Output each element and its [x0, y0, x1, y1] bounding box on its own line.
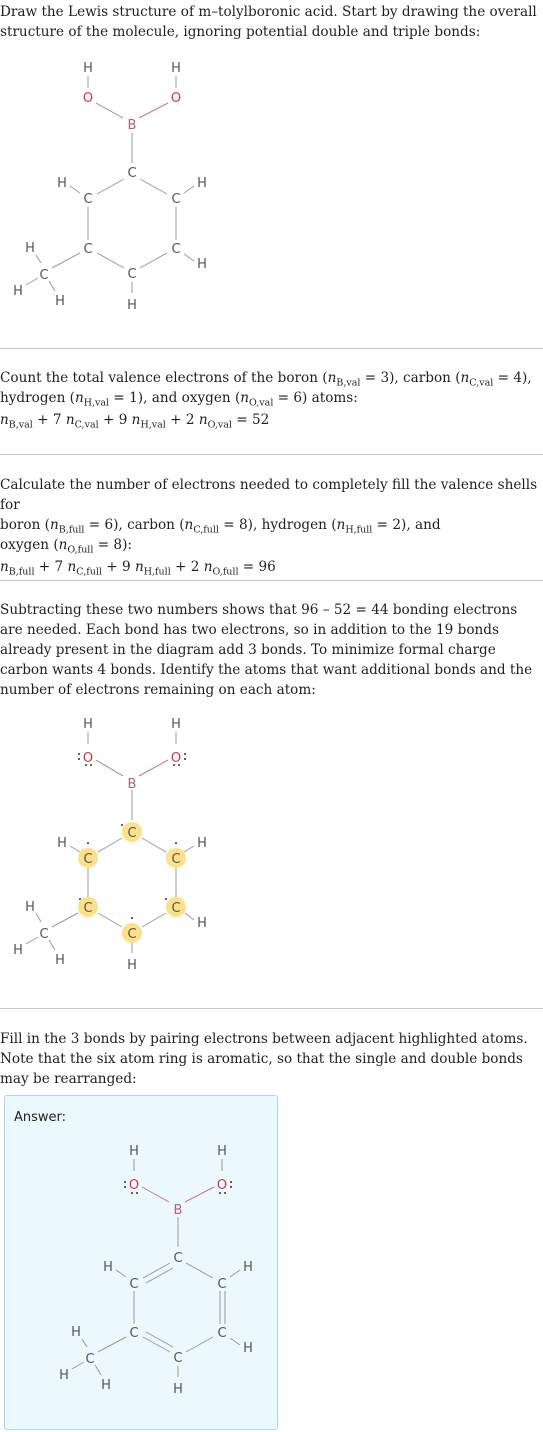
step-3-line-3: oxygen $(n_{O,full} = 8)$: — [0, 537, 132, 556]
atom-c: C — [85, 1352, 95, 1367]
atom-c: C — [127, 166, 137, 181]
atom-h: H — [171, 717, 181, 732]
molecule-structure-answer — [5, 1142, 277, 1402]
divider — [0, 454, 543, 455]
atom-c: C — [39, 927, 49, 942]
step-4 — [0, 600, 543, 700]
atom-c: C — [217, 1277, 227, 1292]
atom-h: H — [171, 61, 181, 76]
step-1 — [0, 0, 543, 42]
atom-h: H — [243, 1260, 253, 1275]
step-5 — [0, 1029, 543, 1089]
atom-h: H — [25, 900, 35, 915]
atom-c: C — [173, 1251, 183, 1266]
atom-c: C — [171, 192, 181, 207]
atom-c: C — [171, 901, 181, 916]
answer-label: Answer: — [14, 1110, 67, 1125]
step-2-line-1: Count the total valence electrons of the boron $(n_{B,val} = 3)$, carbon $(n_{C,val} = 4)$, — [0, 370, 532, 389]
divider — [0, 1008, 543, 1009]
divider — [0, 348, 543, 349]
atom-c: C — [217, 1326, 227, 1341]
atom-o: O — [170, 751, 182, 766]
step-1-text: Draw the Lewis structure of m–tolylboronic acid. Start by drawing the overall structure of the molecule, ignoring potential double and triple bonds: — [0, 4, 537, 40]
atom-c: C — [129, 1277, 139, 1292]
atom-h: H — [129, 1144, 139, 1159]
atom-h: H — [59, 1368, 69, 1383]
atom-h: H — [197, 836, 207, 851]
atom-h: H — [13, 943, 23, 958]
atom-h: H — [25, 241, 35, 256]
step-2 — [0, 368, 543, 430]
step-3-equation: $n_{B,full} + 7$ $n_{C,full} + 9$ $n_{H,full} + 2$ $n_{O,full} = 96$ — [0, 559, 276, 578]
molecule-structure-2 — [0, 710, 260, 980]
atom-b: B — [127, 777, 137, 792]
step-5-text: Fill in the 3 bonds by pairing electrons between adjacent highlighted atoms. Note that the six atom ring is aromatic, so that the single and double bonds may be rearranged: — [0, 1031, 528, 1087]
divider — [0, 580, 543, 581]
atom-c: C — [83, 852, 93, 867]
molecule-structure-1 — [0, 55, 260, 320]
answer-box — [4, 1095, 278, 1430]
atom-b: B — [173, 1203, 183, 1218]
atom-o: O — [82, 91, 94, 106]
atom-c: C — [171, 852, 181, 867]
atom-h: H — [57, 176, 67, 191]
step-3 — [0, 475, 543, 577]
step-3-line-2: boron $(n_{B,full} = 6)$, carbon $(n_{C,full} = 8)$, hydrogen $(n_{H,full} = 2)$, and — [0, 517, 441, 536]
atom-h: H — [55, 294, 65, 309]
atom-c: C — [83, 901, 93, 916]
atom-c: C — [83, 192, 93, 207]
atom-h: H — [13, 284, 23, 299]
atom-h: H — [127, 298, 137, 313]
atom-h: H — [101, 1378, 111, 1393]
atom-c: C — [129, 1326, 139, 1341]
atom-h: H — [173, 1382, 183, 1397]
atom-c: C — [39, 268, 49, 283]
atom-h: H — [55, 953, 65, 968]
atom-h: H — [243, 1341, 253, 1356]
step-2-line-2: hydrogen $(n_{H,val} = 1)$, and oxygen $(n_{O,val} = 6)$ atoms: — [0, 390, 358, 409]
atom-o: O — [216, 1178, 228, 1193]
step-2-equation: $n_{B,val} + 7$ $n_{C,val} + 9$ $n_{H,val} + 2$ $n_{O,val} = 52$ — [0, 412, 270, 431]
atom-c: C — [171, 242, 181, 257]
step-4-text: Subtracting these two numbers shows that 96 – 52 = 44 bonding electrons are needed. Each bond has two electrons, so in addition to the 19 bonds already present in the diagram add 3 bonds. To minimize formal charge carbon wants 4 bonds. Identify the atoms that want additional bonds and the number of electrons remaining on each atom: — [0, 602, 533, 698]
atom-c: C — [173, 1351, 183, 1366]
atom-o: O — [128, 1178, 140, 1193]
atom-h: H — [127, 958, 137, 973]
atom-b: B — [127, 118, 137, 133]
atom-c: C — [127, 826, 137, 841]
atom-c: C — [127, 267, 137, 282]
atom-c: C — [127, 927, 137, 942]
atom-h: H — [197, 916, 207, 931]
atom-h: H — [103, 1260, 113, 1275]
atom-o: O — [170, 91, 182, 106]
step-3-line-1: Calculate the number of electrons needed to completely fill the valence shells for — [0, 477, 538, 513]
atom-h: H — [57, 836, 67, 851]
atom-o: O — [82, 751, 94, 766]
atom-c: C — [83, 242, 93, 257]
atom-h: H — [83, 717, 93, 732]
atom-h: H — [217, 1144, 227, 1159]
atom-h: H — [83, 61, 93, 76]
atom-h: H — [197, 176, 207, 191]
atom-h: H — [197, 257, 207, 272]
atom-h: H — [71, 1325, 81, 1340]
